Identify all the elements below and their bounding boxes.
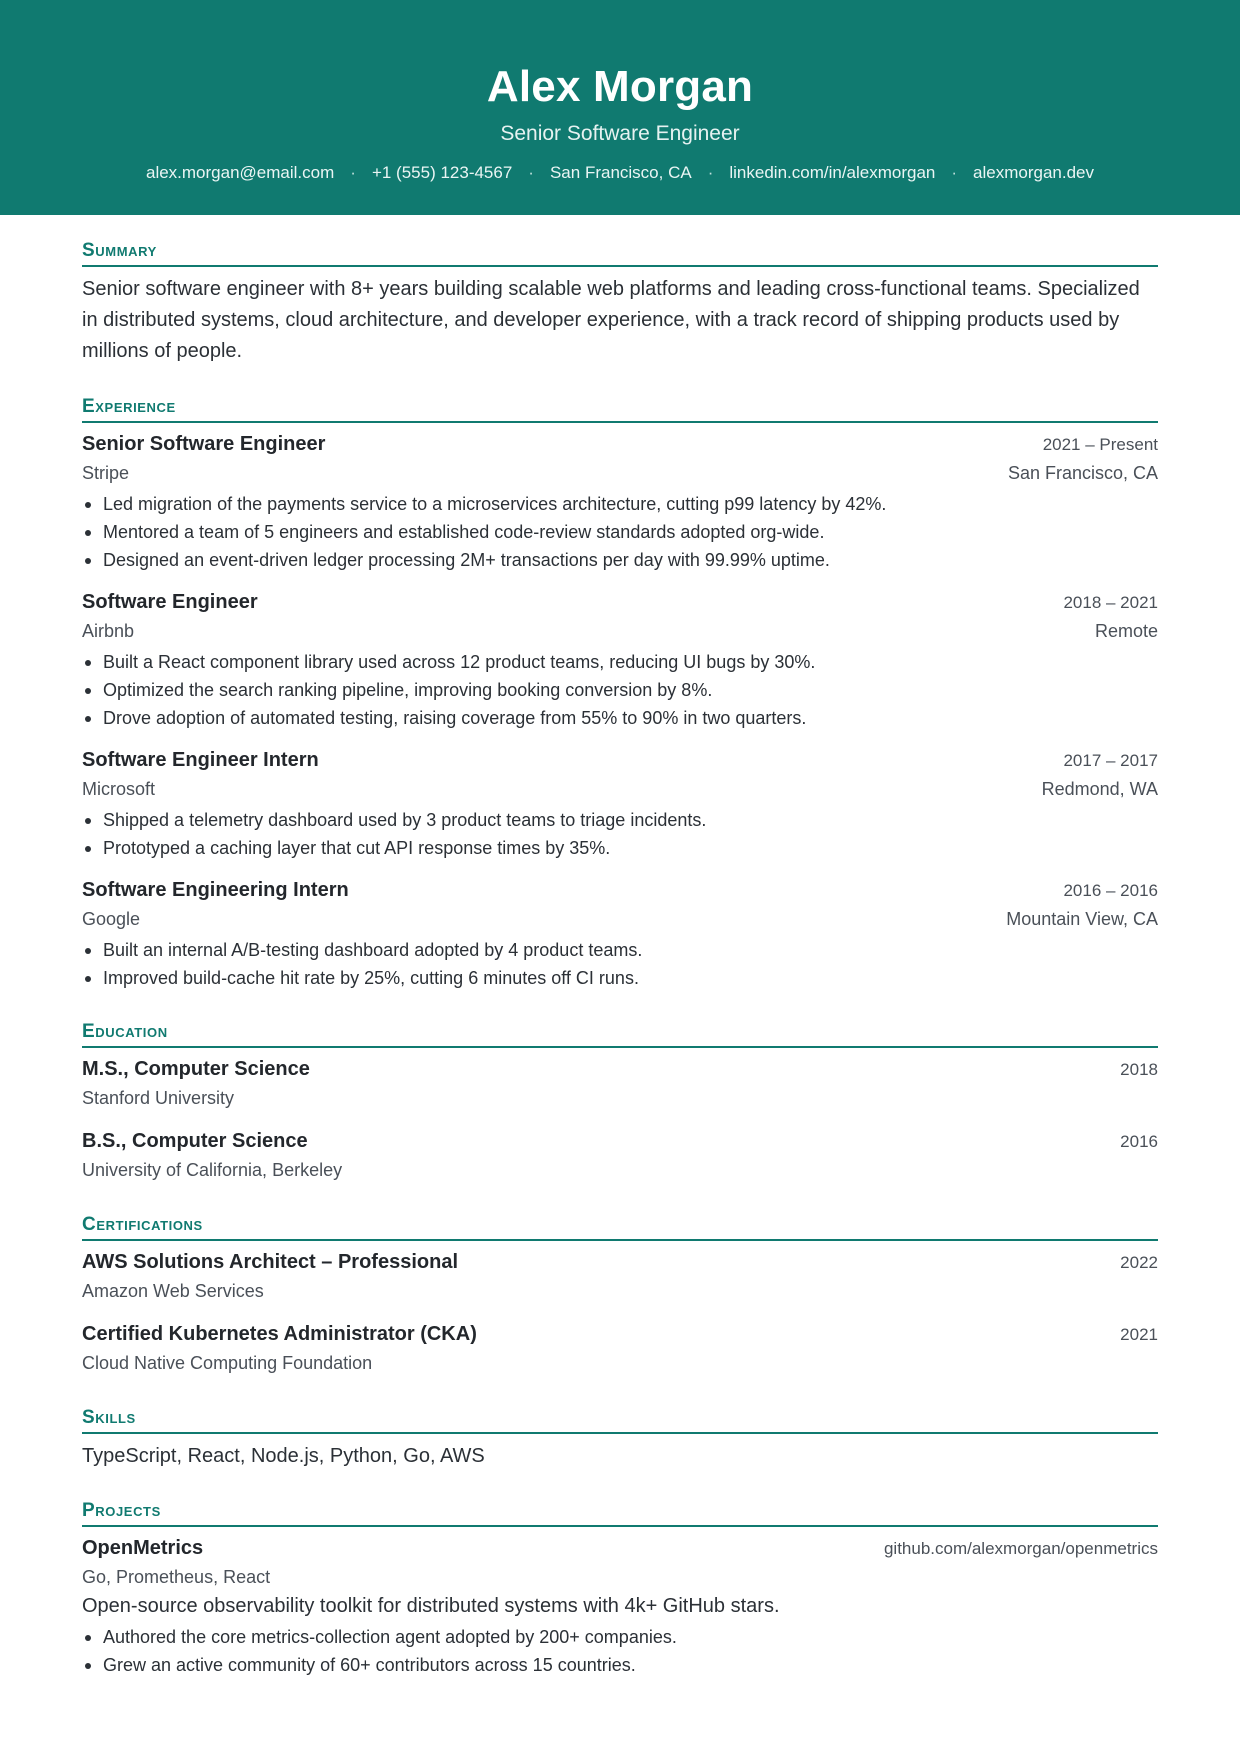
project-name: OpenMetrics — [82, 1537, 204, 1559]
certification-entry — [82, 1248, 1158, 1306]
resume-body — [0, 215, 1240, 1679]
job-header — [82, 746, 1158, 775]
graduation-year: 2018 — [1120, 1060, 1158, 1079]
candidate-role: Senior Software Engineer — [500, 122, 740, 145]
section-title: Skills — [82, 1406, 1158, 1434]
job-location: Mountain View, CA — [1006, 909, 1158, 929]
project-link[interactable]: github.com/alexmorgan/openmetrics — [883, 1539, 1158, 1558]
job-dates: 2016 – 2016 — [1063, 881, 1158, 900]
bullet-item: Prototyped a caching layer that cut API response times by 35%. — [82, 834, 1158, 862]
job-bullets — [82, 490, 1158, 574]
education-header — [82, 1055, 1158, 1084]
job-subheader — [82, 459, 1158, 488]
school-name: Stanford University — [82, 1088, 235, 1108]
job-title: Senior Software Engineer — [82, 433, 326, 455]
section-title: Summary — [82, 239, 1158, 267]
degree-title: B.S., Computer Science — [82, 1130, 308, 1152]
certification-year: 2021 — [1120, 1325, 1158, 1344]
contact-location: San Francisco, CA — [549, 163, 692, 182]
bullet-item: Optimized the search ranking pipeline, improving booking conversion by 8%. — [82, 676, 1158, 704]
job-dates: 2021 – Present — [1042, 435, 1158, 454]
certifications-section — [82, 1213, 1158, 1378]
job-subheader — [82, 775, 1158, 804]
job-location: Redmond, WA — [1041, 779, 1158, 799]
contact-separator: · — [528, 163, 534, 182]
certification-header — [82, 1320, 1158, 1349]
job-company: Stripe — [82, 463, 130, 483]
job-header — [82, 430, 1158, 459]
project-header — [82, 1534, 1158, 1563]
job-subheader — [82, 905, 1158, 934]
contact-separator: · — [350, 163, 356, 182]
section-title: Projects — [82, 1499, 1158, 1527]
projects-section — [82, 1499, 1158, 1679]
bullet-item: Built an internal A/B-testing dashboard adopted by 4 product teams. — [82, 936, 1158, 964]
job-dates: 2018 – 2021 — [1063, 593, 1158, 612]
project-entry — [82, 1534, 1158, 1679]
experience-section — [82, 395, 1158, 992]
graduation-year: 2016 — [1120, 1132, 1158, 1151]
contact-line — [0, 162, 1240, 184]
certification-entry — [82, 1320, 1158, 1378]
summary-text: Senior software engineer with 8+ years building scalable web platforms and leading cross-functional teams. Specialized in distributed systems, cloud architecture, and developer experience, with a track record of shipping products used by millions of people. — [82, 278, 1140, 362]
project-bullets — [82, 1623, 1158, 1679]
education-entry — [82, 1055, 1158, 1113]
contact-separator: · — [951, 163, 958, 182]
certification-issuer: Cloud Native Computing Foundation — [82, 1353, 373, 1373]
job-header — [82, 588, 1158, 617]
resume-header — [0, 0, 1240, 215]
job-company: Google — [82, 909, 141, 929]
education-header — [82, 1127, 1158, 1156]
certification-year: 2022 — [1120, 1253, 1158, 1272]
contact-separator: · — [707, 163, 714, 182]
job-entry — [82, 430, 1158, 574]
bullet-item: Improved build-cache hit rate by 25%, cutting 6 minutes off CI runs. — [82, 964, 1158, 992]
job-title: Software Engineering Intern — [82, 879, 349, 901]
school-name: University of California, Berkeley — [82, 1160, 343, 1180]
project-tech: Go, Prometheus, React — [82, 1567, 271, 1587]
contact-email[interactable]: alex.morgan@email.com — [145, 163, 335, 182]
summary-section — [82, 239, 1158, 367]
skills-list: TypeScript, React, Node.js, Python, Go, AWS — [82, 1445, 485, 1467]
job-location: San Francisco, CA — [1007, 463, 1158, 483]
job-title: Software Engineer — [82, 591, 258, 613]
certification-name: Certified Kubernetes Administrator (CKA) — [82, 1323, 477, 1345]
section-title: Education — [82, 1020, 1158, 1048]
contact-website[interactable]: alexmorgan.dev — [973, 163, 1095, 182]
job-company: Microsoft — [82, 779, 156, 799]
section-title: Certifications — [82, 1213, 1158, 1241]
degree-title: M.S., Computer Science — [82, 1058, 310, 1080]
candidate-name: Alex Morgan — [486, 62, 754, 111]
job-dates: 2017 – 2017 — [1063, 751, 1158, 770]
job-bullets — [82, 806, 1158, 862]
job-subheader — [82, 617, 1158, 646]
bullet-item: Built a React component library used across 12 product teams, reducing UI bugs by 30%. — [82, 648, 1158, 676]
bullet-item: Grew an active community of 60+ contributors across 15 countries. — [82, 1651, 1158, 1679]
bullet-item: Led migration of the payments service to a microservices architecture, cutting p99 latency by 42%. — [82, 490, 1158, 518]
job-entry — [82, 588, 1158, 732]
certification-name: AWS Solutions Architect – Professional — [82, 1251, 458, 1273]
project-description: Open-source observability toolkit for distributed systems with 4k+ GitHub stars. — [82, 1595, 780, 1617]
job-bullets — [82, 936, 1158, 992]
bullet-item: Drove adoption of automated testing, raising coverage from 55% to 90% in two quarters. — [82, 704, 1158, 732]
job-location: Remote — [1094, 621, 1158, 641]
education-entry — [82, 1127, 1158, 1185]
bullet-item: Shipped a telemetry dashboard used by 3 product teams to triage incidents. — [82, 806, 1158, 834]
bullet-item: Mentored a team of 5 engineers and established code-review standards adopted org-wide. — [82, 518, 1158, 546]
job-title: Software Engineer Intern — [82, 749, 319, 771]
skills-section — [82, 1406, 1158, 1471]
job-entry — [82, 876, 1158, 992]
job-bullets — [82, 648, 1158, 732]
certification-header — [82, 1248, 1158, 1277]
job-header — [82, 876, 1158, 905]
certification-issuer: Amazon Web Services — [82, 1281, 264, 1301]
contact-linkedin[interactable]: linkedin.com/in/alexmorgan — [729, 163, 936, 182]
bullet-item: Authored the core metrics-collection agent adopted by 200+ companies. — [82, 1623, 1158, 1651]
bullet-item: Designed an event-driven ledger processing 2M+ transactions per day with 99.99% uptime. — [82, 546, 1158, 574]
section-title: Experience — [82, 395, 1158, 423]
job-entry — [82, 746, 1158, 862]
contact-phone[interactable]: +1 (555) 123-4567 — [371, 163, 513, 182]
education-section — [82, 1020, 1158, 1185]
job-company: Airbnb — [82, 621, 135, 641]
